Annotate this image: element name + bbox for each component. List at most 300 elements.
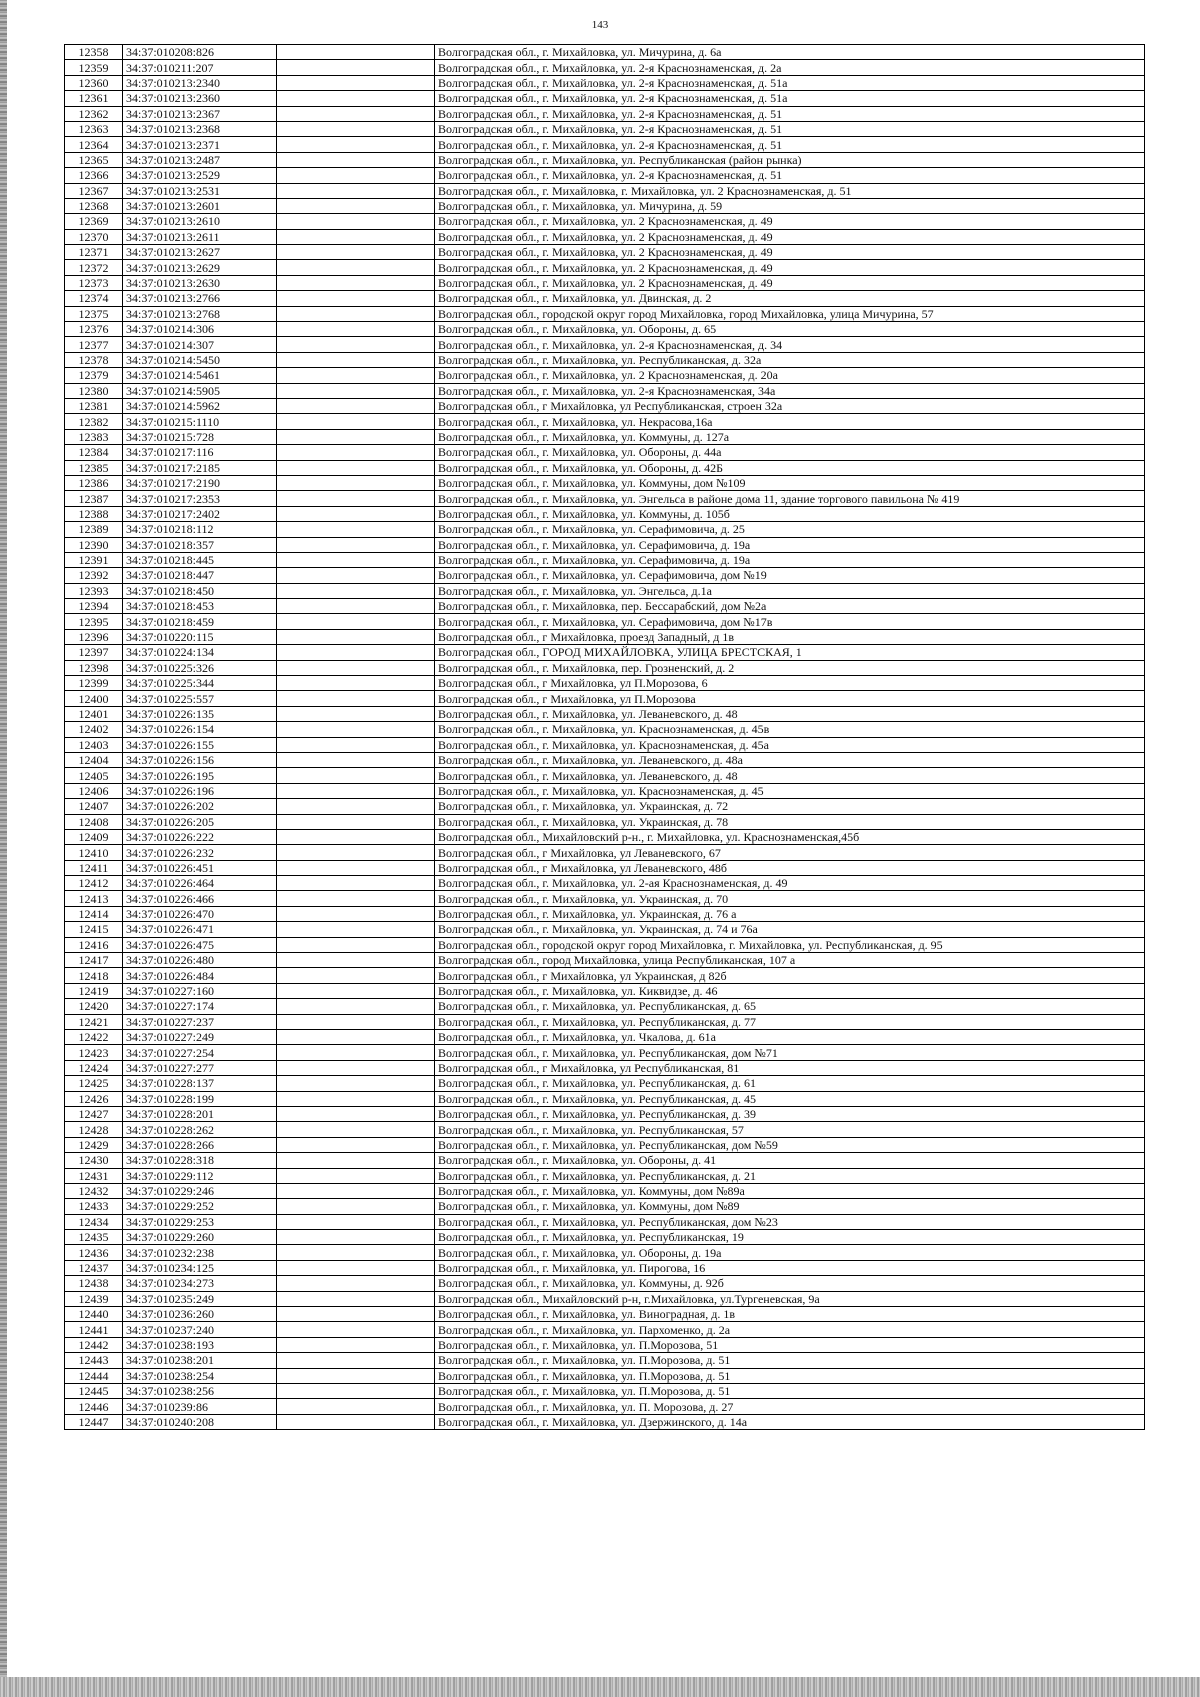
address: Волгоградская обл., г. Михайловка, ул. Серафимовича, дом №19 — [435, 568, 1145, 583]
table-row — [65, 1091, 1145, 1106]
table-row — [65, 1153, 1145, 1168]
empty-cell — [277, 275, 435, 290]
row-number: 12425 — [65, 1076, 123, 1091]
row-number: 12397 — [65, 645, 123, 660]
empty-cell — [277, 198, 435, 213]
address: Волгоградская обл., Михайловский р-н, г.Михайловка, ул.Тургеневская, 9а — [435, 1291, 1145, 1306]
row-number: 12410 — [65, 845, 123, 860]
table-row — [65, 891, 1145, 906]
row-number: 12411 — [65, 860, 123, 875]
address: Волгоградская обл., г Михайловка, ул Республиканская, строен 32а — [435, 398, 1145, 413]
address: Волгоградская обл., г. Михайловка, ул. Украинская, д. 76 а — [435, 906, 1145, 921]
address: Волгоградская обл., г. Михайловка, ул. Коммуны, д. 105б — [435, 506, 1145, 521]
row-number: 12430 — [65, 1153, 123, 1168]
empty-cell — [277, 91, 435, 106]
cadastral-number: 34:37:010213:2371 — [123, 137, 277, 152]
empty-cell — [277, 1030, 435, 1045]
table-row — [65, 491, 1145, 506]
cadastral-number: 34:37:010214:5461 — [123, 368, 277, 383]
row-number: 12444 — [65, 1368, 123, 1383]
empty-cell — [277, 45, 435, 60]
row-number: 12423 — [65, 1045, 123, 1060]
table-row — [65, 91, 1145, 106]
table-row — [65, 783, 1145, 798]
empty-cell — [277, 1199, 435, 1214]
row-number: 12443 — [65, 1353, 123, 1368]
cadastral-number: 34:37:010226:205 — [123, 814, 277, 829]
row-number: 12373 — [65, 275, 123, 290]
cadastral-number: 34:37:010215:1110 — [123, 414, 277, 429]
table-row — [65, 1414, 1145, 1429]
empty-cell — [277, 352, 435, 367]
address: Волгоградская обл., г. Михайловка, ул. Краснознаменская, д. 45а — [435, 737, 1145, 752]
cadastral-number: 34:37:010238:254 — [123, 1368, 277, 1383]
cadastral-number: 34:37:010226:475 — [123, 937, 277, 952]
table-row — [65, 60, 1145, 75]
address: Волгоградская обл., г. Михайловка, ул. 2-я Краснознаменская, д. 34 — [435, 337, 1145, 352]
table-row — [65, 845, 1145, 860]
row-number: 12426 — [65, 1091, 123, 1106]
address: Волгоградская обл., г. Михайловка, ул. Киквидзе, д. 46 — [435, 983, 1145, 998]
empty-cell — [277, 676, 435, 691]
row-number: 12403 — [65, 737, 123, 752]
cadastral-number: 34:37:010226:451 — [123, 860, 277, 875]
row-number: 12413 — [65, 891, 123, 906]
cadastral-number: 34:37:010218:112 — [123, 522, 277, 537]
registry-table — [64, 44, 1145, 1430]
table-row — [65, 814, 1145, 829]
row-number: 12380 — [65, 383, 123, 398]
cadastral-number: 34:37:010218:459 — [123, 614, 277, 629]
row-number: 12394 — [65, 599, 123, 614]
cadastral-number: 34:37:010214:5450 — [123, 352, 277, 367]
address: Волгоградская обл., г. Михайловка, ул. Мичурина, д. 59 — [435, 198, 1145, 213]
address: Волгоградская обл., г. Михайловка, ул. Республиканская, дом №71 — [435, 1045, 1145, 1060]
empty-cell — [277, 1322, 435, 1337]
table-row — [65, 1260, 1145, 1275]
row-number: 12376 — [65, 322, 123, 337]
row-number: 12409 — [65, 829, 123, 844]
empty-cell — [277, 829, 435, 844]
table-row — [65, 475, 1145, 490]
cadastral-number: 34:37:010235:249 — [123, 1291, 277, 1306]
address: Волгоградская обл., г. Михайловка, ул. Обороны, д. 19а — [435, 1245, 1145, 1260]
address: Волгоградская обл., г. Михайловка, ул. Серафимовича, д. 19а — [435, 552, 1145, 567]
address: Волгоградская обл., г. Михайловка, ул. Пирогова, 16 — [435, 1260, 1145, 1275]
row-number: 12371 — [65, 245, 123, 260]
cadastral-number: 34:37:010227:160 — [123, 983, 277, 998]
table-row — [65, 752, 1145, 767]
empty-cell — [277, 306, 435, 321]
address: Волгоградская обл., город Михайловка, улица Республиканская, 107 а — [435, 953, 1145, 968]
address: Волгоградская обл., г. Михайловка, ул. Серафимовича, д. 19а — [435, 537, 1145, 552]
empty-cell — [277, 121, 435, 136]
row-number: 12421 — [65, 1014, 123, 1029]
cadastral-number: 34:37:010213:2367 — [123, 106, 277, 121]
row-number: 12387 — [65, 491, 123, 506]
address: Волгоградская обл., г. Михайловка, пер. Грозненский, д. 2 — [435, 660, 1145, 675]
row-number: 12404 — [65, 752, 123, 767]
row-number: 12366 — [65, 168, 123, 183]
cadastral-number: 34:37:010228:137 — [123, 1076, 277, 1091]
table-row — [65, 198, 1145, 213]
row-number: 12383 — [65, 429, 123, 444]
table-row — [65, 383, 1145, 398]
cadastral-number: 34:37:010213:2768 — [123, 306, 277, 321]
cadastral-number: 34:37:010227:254 — [123, 1045, 277, 1060]
address: Волгоградская обл., г. Михайловка, ул. Республиканская, д. 21 — [435, 1168, 1145, 1183]
row-number: 12360 — [65, 75, 123, 90]
empty-cell — [277, 814, 435, 829]
empty-cell — [277, 799, 435, 814]
table-row — [65, 121, 1145, 136]
empty-cell — [277, 1353, 435, 1368]
empty-cell — [277, 983, 435, 998]
empty-cell — [277, 429, 435, 444]
empty-cell — [277, 1276, 435, 1291]
address: Волгоградская обл., г. Михайловка, ул. 2 Краснознаменская, д. 49 — [435, 275, 1145, 290]
table-row — [65, 1045, 1145, 1060]
row-number: 12441 — [65, 1322, 123, 1337]
row-number: 12367 — [65, 183, 123, 198]
table-row — [65, 337, 1145, 352]
scan-bottom-edge — [0, 1677, 1200, 1697]
table-row — [65, 829, 1145, 844]
row-number: 12374 — [65, 291, 123, 306]
cadastral-number: 34:37:010236:260 — [123, 1307, 277, 1322]
empty-cell — [277, 137, 435, 152]
empty-cell — [277, 1260, 435, 1275]
address: Волгоградская обл., г. Михайловка, ул. 2 Краснознаменская, д. 20а — [435, 368, 1145, 383]
empty-cell — [277, 1060, 435, 1075]
cadastral-number: 34:37:010227:277 — [123, 1060, 277, 1075]
row-number: 12389 — [65, 522, 123, 537]
address: Волгоградская обл., г. Михайловка, ул. Мичурина, д. 6а — [435, 45, 1145, 60]
address: Волгоградская обл., г. Михайловка, ул. Обороны, д. 42Б — [435, 460, 1145, 475]
cadastral-number: 34:37:010218:450 — [123, 583, 277, 598]
row-number: 12362 — [65, 106, 123, 121]
empty-cell — [277, 891, 435, 906]
scan-left-edge — [0, 0, 7, 1697]
table-row — [65, 645, 1145, 660]
row-number: 12359 — [65, 60, 123, 75]
row-number: 12399 — [65, 676, 123, 691]
row-number: 12432 — [65, 1183, 123, 1198]
table-row — [65, 599, 1145, 614]
empty-cell — [277, 60, 435, 75]
table-row — [65, 568, 1145, 583]
address: Волгоградская обл., г Михайловка, ул П.Морозова — [435, 691, 1145, 706]
address: Волгоградская обл., ГОРОД МИХАЙЛОВКА, УЛИЦА БРЕСТСКАЯ, 1 — [435, 645, 1145, 660]
table-row — [65, 706, 1145, 721]
empty-cell — [277, 906, 435, 921]
cadastral-number: 34:37:010217:2185 — [123, 460, 277, 475]
address: Волгоградская обл., г. Михайловка, ул. Украинская, д. 70 — [435, 891, 1145, 906]
empty-cell — [277, 614, 435, 629]
address: Волгоградская обл., г. Михайловка, ул. Республиканская, 19 — [435, 1230, 1145, 1245]
table-row — [65, 229, 1145, 244]
address: Волгоградская обл., г Михайловка, ул Украинская, д 82б — [435, 968, 1145, 983]
empty-cell — [277, 260, 435, 275]
cadastral-number: 34:37:010217:2190 — [123, 475, 277, 490]
cadastral-number: 34:37:010229:246 — [123, 1183, 277, 1198]
address: Волгоградская обл., г. Михайловка, ул. 2-я Краснознаменская, 34а — [435, 383, 1145, 398]
address: Волгоградская обл., г. Михайловка, ул. Республиканская, дом №23 — [435, 1214, 1145, 1229]
empty-cell — [277, 752, 435, 767]
cadastral-number: 34:37:010240:208 — [123, 1414, 277, 1429]
empty-cell — [277, 1076, 435, 1091]
empty-cell — [277, 783, 435, 798]
empty-cell — [277, 660, 435, 675]
table-row — [65, 168, 1145, 183]
empty-cell — [277, 876, 435, 891]
table-row — [65, 983, 1145, 998]
address: Волгоградская обл., г. Михайловка, ул. Республиканская, д. 61 — [435, 1076, 1145, 1091]
empty-cell — [277, 937, 435, 952]
address: Волгоградская обл., г Михайловка, ул П.Морозова, 6 — [435, 676, 1145, 691]
table-row — [65, 1214, 1145, 1229]
address: Волгоградская обл., г. Михайловка, ул. 2-я Краснознаменская, д. 2а — [435, 60, 1145, 75]
row-number: 12395 — [65, 614, 123, 629]
address: Волгоградская обл., Михайловский р-н., г. Михайловка, ул. Краснознаменская,45б — [435, 829, 1145, 844]
table-row — [65, 1168, 1145, 1183]
empty-cell — [277, 214, 435, 229]
address: Волгоградская обл., г. Михайловка, ул. Украинская, д. 78 — [435, 814, 1145, 829]
row-number: 12375 — [65, 306, 123, 321]
row-number: 12418 — [65, 968, 123, 983]
row-number: 12378 — [65, 352, 123, 367]
table-row — [65, 953, 1145, 968]
row-number: 12363 — [65, 121, 123, 136]
empty-cell — [277, 768, 435, 783]
cadastral-number: 34:37:010217:2353 — [123, 491, 277, 506]
cadastral-number: 34:37:010239:86 — [123, 1399, 277, 1414]
empty-cell — [277, 1214, 435, 1229]
cadastral-number: 34:37:010225:326 — [123, 660, 277, 675]
cadastral-number: 34:37:010226:135 — [123, 706, 277, 721]
cadastral-number: 34:37:010232:238 — [123, 1245, 277, 1260]
table-row — [65, 414, 1145, 429]
cadastral-number: 34:37:010220:115 — [123, 629, 277, 644]
empty-cell — [277, 953, 435, 968]
address: Волгоградская обл., городской округ город Михайловка, г. Михайловка, ул. Республиканская, д. 95 — [435, 937, 1145, 952]
row-number: 12419 — [65, 983, 123, 998]
cadastral-number: 34:37:010229:252 — [123, 1199, 277, 1214]
table-row — [65, 291, 1145, 306]
cadastral-number: 34:37:010227:237 — [123, 1014, 277, 1029]
cadastral-number: 34:37:010217:116 — [123, 445, 277, 460]
table-row — [65, 968, 1145, 983]
row-number: 12370 — [65, 229, 123, 244]
address: Волгоградская обл., г Михайловка, ул Леваневского, 67 — [435, 845, 1145, 860]
address: Волгоградская обл., г. Михайловка, ул. П.Морозова, д. 51 — [435, 1353, 1145, 1368]
table-row — [65, 799, 1145, 814]
address: Волгоградская обл., г. Михайловка, ул. Коммуны, д. 92б — [435, 1276, 1145, 1291]
empty-cell — [277, 152, 435, 167]
empty-cell — [277, 552, 435, 567]
empty-cell — [277, 968, 435, 983]
row-number: 12422 — [65, 1030, 123, 1045]
row-number: 12384 — [65, 445, 123, 460]
row-number: 12408 — [65, 814, 123, 829]
row-number: 12436 — [65, 1245, 123, 1260]
empty-cell — [277, 383, 435, 398]
empty-cell — [277, 291, 435, 306]
address: Волгоградская обл., г. Михайловка, ул. 2 Краснознаменская, д. 49 — [435, 260, 1145, 275]
empty-cell — [277, 245, 435, 260]
cadastral-number: 34:37:010213:2630 — [123, 275, 277, 290]
row-number: 12447 — [65, 1414, 123, 1429]
address: Волгоградская обл., г. Михайловка, ул. Краснознаменская, д. 45 — [435, 783, 1145, 798]
empty-cell — [277, 506, 435, 521]
table-row — [65, 922, 1145, 937]
address: Волгоградская обл., г. Михайловка, ул. 2-я Краснознаменская, д. 51а — [435, 75, 1145, 90]
empty-cell — [277, 691, 435, 706]
cadastral-number: 34:37:010213:2487 — [123, 152, 277, 167]
cadastral-number: 34:37:010228:262 — [123, 1122, 277, 1137]
address: Волгоградская обл., г. Михайловка, ул. Республиканская, дом №59 — [435, 1137, 1145, 1152]
empty-cell — [277, 1091, 435, 1106]
empty-cell — [277, 645, 435, 660]
cadastral-number: 34:37:010228:318 — [123, 1153, 277, 1168]
row-number: 12420 — [65, 999, 123, 1014]
row-number: 12431 — [65, 1168, 123, 1183]
table-row — [65, 1276, 1145, 1291]
row-number: 12417 — [65, 953, 123, 968]
cadastral-number: 34:37:010213:2340 — [123, 75, 277, 90]
cadastral-number: 34:37:010226:155 — [123, 737, 277, 752]
table-row — [65, 1137, 1145, 1152]
cadastral-number: 34:37:010213:2629 — [123, 260, 277, 275]
empty-cell — [277, 1414, 435, 1429]
row-number: 12440 — [65, 1307, 123, 1322]
table-row — [65, 1245, 1145, 1260]
address: Волгоградская обл., г. Михайловка, ул. Обороны, д. 41 — [435, 1153, 1145, 1168]
table-row — [65, 183, 1145, 198]
empty-cell — [277, 1245, 435, 1260]
cadastral-number: 34:37:010214:5962 — [123, 398, 277, 413]
row-number: 12385 — [65, 460, 123, 475]
table-row — [65, 429, 1145, 444]
cadastral-number: 34:37:010224:134 — [123, 645, 277, 660]
empty-cell — [277, 398, 435, 413]
table-row — [65, 1106, 1145, 1121]
table-row — [65, 768, 1145, 783]
row-number: 12406 — [65, 783, 123, 798]
cadastral-number: 34:37:010229:260 — [123, 1230, 277, 1245]
table-row — [65, 322, 1145, 337]
cadastral-number: 34:37:010226:156 — [123, 752, 277, 767]
row-number: 12446 — [65, 1399, 123, 1414]
table-row — [65, 906, 1145, 921]
empty-cell — [277, 1014, 435, 1029]
address: Волгоградская обл., г. Михайловка, ул. 2-ая Краснознаменская, д. 49 — [435, 876, 1145, 891]
cadastral-number: 34:37:010218:445 — [123, 552, 277, 567]
empty-cell — [277, 1168, 435, 1183]
address: Волгоградская обл., г Михайловка, ул Республиканская, 81 — [435, 1060, 1145, 1075]
row-number: 12368 — [65, 198, 123, 213]
row-number: 12428 — [65, 1122, 123, 1137]
cadastral-number: 34:37:010214:306 — [123, 322, 277, 337]
table-row — [65, 1122, 1145, 1137]
address: Волгоградская обл., г. Михайловка, ул. П.Морозова, 51 — [435, 1337, 1145, 1352]
row-number: 12365 — [65, 152, 123, 167]
row-number: 12372 — [65, 260, 123, 275]
row-number: 12429 — [65, 1137, 123, 1152]
empty-cell — [277, 737, 435, 752]
address: Волгоградская обл., г. Михайловка, ул. Энгельса в районе дома 11, здание торгового павильона № 419 — [435, 491, 1145, 506]
table-row — [65, 1368, 1145, 1383]
address: Волгоградская обл., г. Михайловка, ул. Коммуны, дом №109 — [435, 475, 1145, 490]
cadastral-number: 34:37:010218:447 — [123, 568, 277, 583]
address: Волгоградская обл., г. Михайловка, ул. Республиканская, 57 — [435, 1122, 1145, 1137]
address: Волгоградская обл., г. Михайловка, ул. Республиканская, д. 77 — [435, 1014, 1145, 1029]
table-row — [65, 75, 1145, 90]
address: Волгоградская обл., г. Михайловка, ул. 2-я Краснознаменская, д. 51 — [435, 137, 1145, 152]
table-row — [65, 1199, 1145, 1214]
table-row — [65, 1030, 1145, 1045]
address: Волгоградская обл., г. Михайловка, ул. Серафимовича, д. 25 — [435, 522, 1145, 537]
table-row — [65, 1353, 1145, 1368]
cadastral-number: 34:37:010226:154 — [123, 722, 277, 737]
table-row — [65, 876, 1145, 891]
address: Волгоградская обл., г. Михайловка, ул. Республиканская, д. 39 — [435, 1106, 1145, 1121]
cadastral-number: 34:37:010213:2611 — [123, 229, 277, 244]
address: Волгоградская обл., г. Михайловка, ул. Леваневского, д. 48а — [435, 752, 1145, 767]
table-row — [65, 1183, 1145, 1198]
address: Волгоградская обл., г Михайловка, проезд Западный, д 1в — [435, 629, 1145, 644]
cadastral-number: 34:37:010226:195 — [123, 768, 277, 783]
row-number: 12396 — [65, 629, 123, 644]
cadastral-number: 34:37:010228:201 — [123, 1106, 277, 1121]
table-row — [65, 629, 1145, 644]
cadastral-number: 34:37:010227:174 — [123, 999, 277, 1014]
empty-cell — [277, 106, 435, 121]
cadastral-number: 34:37:010226:222 — [123, 829, 277, 844]
cadastral-number: 34:37:010237:240 — [123, 1322, 277, 1337]
row-number: 12405 — [65, 768, 123, 783]
table-row — [65, 1399, 1145, 1414]
table-row — [65, 722, 1145, 737]
row-number: 12415 — [65, 922, 123, 937]
address: Волгоградская обл., г. Михайловка, ул. Леваневского, д. 48 — [435, 706, 1145, 721]
address: Волгоградская обл., г. Михайловка, ул. Коммуны, дом №89а — [435, 1183, 1145, 1198]
table-row — [65, 676, 1145, 691]
table-row — [65, 860, 1145, 875]
row-number: 12402 — [65, 722, 123, 737]
empty-cell — [277, 599, 435, 614]
cadastral-number: 34:37:010211:207 — [123, 60, 277, 75]
address: Волгоградская обл., г. Михайловка, ул. Чкалова, д. 61а — [435, 1030, 1145, 1045]
address: Волгоградская обл., г. Михайловка, ул. Некрасова,16а — [435, 414, 1145, 429]
row-number: 12377 — [65, 337, 123, 352]
table-row — [65, 614, 1145, 629]
cadastral-number: 34:37:010226:484 — [123, 968, 277, 983]
empty-cell — [277, 522, 435, 537]
empty-cell — [277, 1230, 435, 1245]
empty-cell — [277, 1122, 435, 1137]
cadastral-number: 34:37:010218:453 — [123, 599, 277, 614]
row-number: 12398 — [65, 660, 123, 675]
empty-cell — [277, 1307, 435, 1322]
cadastral-number: 34:37:010228:199 — [123, 1091, 277, 1106]
cadastral-number: 34:37:010213:2627 — [123, 245, 277, 260]
cadastral-number: 34:37:010213:2531 — [123, 183, 277, 198]
row-number: 12438 — [65, 1276, 123, 1291]
row-number: 12392 — [65, 568, 123, 583]
cadastral-number: 34:37:010227:249 — [123, 1030, 277, 1045]
row-number: 12364 — [65, 137, 123, 152]
